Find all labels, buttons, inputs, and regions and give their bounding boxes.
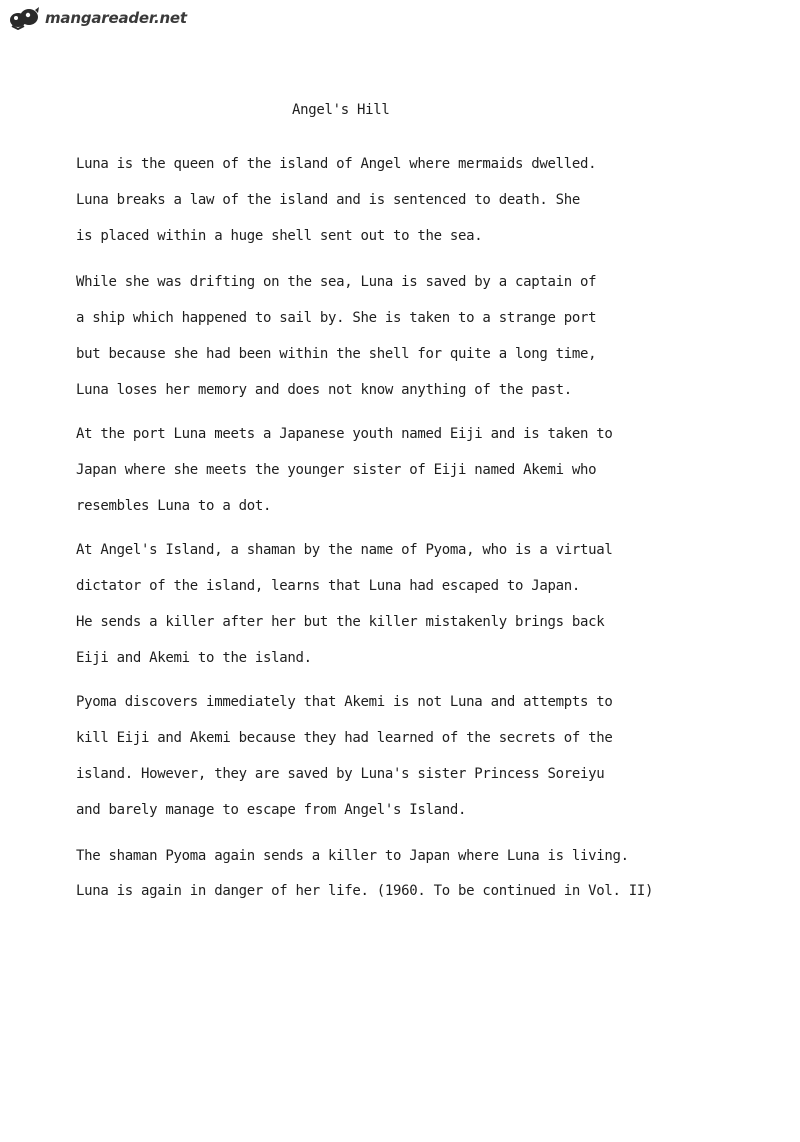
text-line: dictator of the island, learns that Luna had escaped to Japan.	[76, 578, 580, 594]
text-line: but because she had been within the shell for quite a long time,	[76, 346, 597, 362]
watermark-logo-icon	[8, 6, 42, 30]
text-line: Japan where she meets the younger sister of Eiji named Akemi who	[76, 462, 597, 478]
watermark	[8, 6, 187, 30]
text-line: Eiji and Akemi to the island.	[76, 650, 312, 666]
text-line: kill Eiji and Akemi because they had learned of the secrets of the	[76, 730, 613, 746]
text-line: a ship which happened to sail by. She is taken to a strange port	[76, 310, 597, 326]
text-line: and barely manage to escape from Angel's Island.	[76, 802, 467, 818]
text-line: Luna is the queen of the island of Angel where mermaids dwelled.	[76, 156, 597, 172]
page-title: Angel's Hill	[292, 102, 390, 118]
text-line: He sends a killer after her but the killer mistakenly brings back	[76, 614, 605, 630]
text-line: At the port Luna meets a Japanese youth named Eiji and is taken to	[76, 426, 613, 442]
text-line: At Angel's Island, a shaman by the name of Pyoma, who is a virtual	[76, 542, 613, 558]
text-line: is placed within a huge shell sent out to the sea.	[76, 228, 483, 244]
text-line: Luna breaks a law of the island and is sentenced to death. She	[76, 192, 580, 208]
text-line: The shaman Pyoma again sends a killer to Japan where Luna is living.	[76, 848, 629, 864]
text-line: resembles Luna to a dot.	[76, 498, 272, 514]
text-line: Luna loses her memory and does not know anything of the past.	[76, 382, 572, 398]
text-line: Pyoma discovers immediately that Akemi is not Luna and attempts to	[76, 694, 613, 710]
text-line: Luna is again in danger of her life. (1960. To be continued in Vol. II)	[76, 883, 654, 899]
text-line: island. However, they are saved by Luna's sister Princess Soreiyu	[76, 766, 605, 782]
text-line: While she was drifting on the sea, Luna is saved by a captain of	[76, 274, 597, 290]
watermark-text: mangareader.net	[45, 9, 187, 27]
